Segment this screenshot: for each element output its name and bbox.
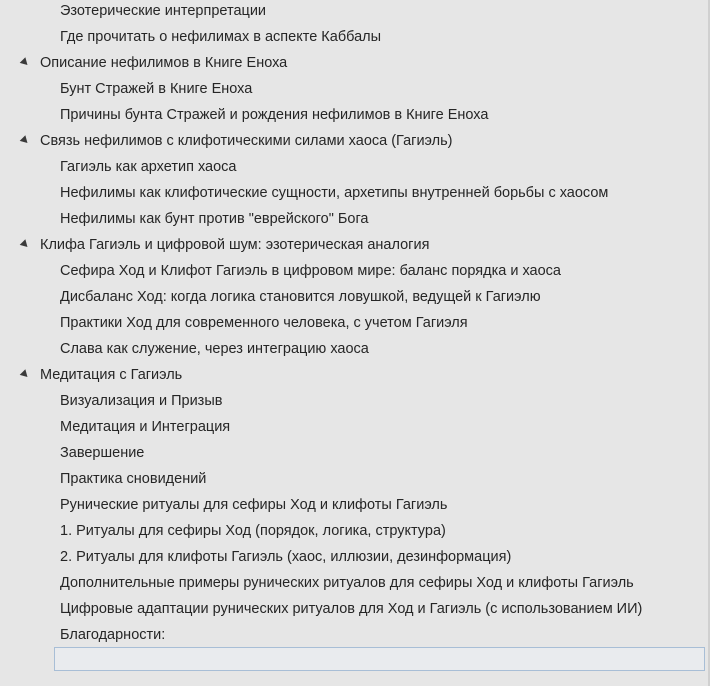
tree-item-label: Практика сновидений — [60, 471, 207, 487]
tree-item-label: 2. Ритуалы для клифоты Гагиэль (хаос, иллюзии, дезинформация) — [60, 549, 512, 565]
tree-item-label: 1. Ритуалы для сефиры Ход (порядок, логика, структура) — [60, 523, 446, 539]
tree-item[interactable] — [60, 284, 541, 310]
tree-item-label: Благодарности: — [60, 627, 166, 643]
tree-item-label: Бунт Стражей в Книге Еноха — [60, 81, 253, 97]
tree-item[interactable] — [60, 258, 561, 284]
tree-item-label: Дисбаланс Ход: когда логика становится ловушкой, ведущей к Гагиэлю — [60, 289, 541, 305]
tree-item[interactable] — [60, 310, 468, 336]
tree-item[interactable] — [60, 206, 368, 232]
tree-item-label: Завершение — [60, 445, 145, 461]
tree-item-label: Слава как служение, через интеграцию хаоса — [60, 341, 369, 357]
tree-item-label: Цифровые адаптации рунических ритуалов для Ход и Гагиэль (с использованием ИИ) — [60, 601, 643, 617]
tree-item[interactable] — [60, 414, 230, 440]
tree-item[interactable] — [60, 24, 381, 50]
tree-item-label: Нефилимы как бунт против "еврейского" Бога — [60, 211, 369, 227]
tree-item[interactable] — [60, 466, 206, 492]
tree-item[interactable] — [60, 76, 252, 102]
tree-item[interactable] — [60, 154, 237, 180]
tree-heading-label: Связь нефилимов с клифотическими силами хаоса (Гагиэль) — [40, 133, 453, 150]
tree-heading[interactable] — [18, 362, 182, 388]
tree-item-label: Дополнительные примеры рунических ритуалов для сефиры Ход и клифоты Гагиэль — [60, 575, 634, 591]
tree-heading[interactable] — [18, 50, 287, 76]
tree-heading[interactable] — [18, 128, 452, 154]
expanded-triangle-icon[interactable] — [20, 57, 31, 68]
tree-item[interactable] — [60, 570, 634, 596]
expanded-triangle-icon[interactable] — [20, 239, 31, 250]
tree-item-label: Визуализация и Призыв — [60, 393, 223, 409]
tree-item-label: Медитация и Интеграция — [60, 419, 231, 435]
tree-item-label: Где прочитать о нефилимах в аспекте Каббалы — [60, 29, 382, 45]
tree-item[interactable] — [60, 180, 608, 206]
tree-item[interactable] — [60, 440, 144, 466]
tree-heading[interactable] — [18, 232, 429, 258]
new-heading-input[interactable] — [54, 647, 705, 671]
tree-item[interactable] — [60, 102, 488, 128]
tree-item[interactable] — [60, 544, 511, 570]
tree-item[interactable] — [60, 336, 369, 362]
tree-item-label: Нефилимы как клифотические сущности, архетипы внутренней борьбы с хаосом — [60, 185, 609, 201]
tree-item[interactable] — [60, 0, 266, 24]
tree-heading-label: Описание нефилимов в Книге Еноха — [40, 55, 288, 72]
tree-heading-label: Медитация с Гагиэль — [40, 367, 183, 384]
tree-item[interactable] — [60, 518, 446, 544]
tree-item-label: Причины бунта Стражей и рождения нефилимов в Книге Еноха — [60, 107, 489, 123]
tree-item-label: Рунические ритуалы для сефиры Ход и клифоты Гагиэль — [60, 497, 448, 513]
tree-item-label: Практики Ход для современного человека, с учетом Гагиэля — [60, 315, 468, 331]
tree-item-label: Гагиэль как архетип хаоса — [60, 159, 237, 175]
tree-item[interactable] — [60, 492, 447, 518]
tree-item[interactable] — [60, 388, 222, 414]
tree-item-label: Сефира Ход и Клифот Гагиэль в цифровом мире: баланс порядка и хаоса — [60, 263, 562, 279]
expanded-triangle-icon[interactable] — [20, 369, 31, 380]
tree-heading-label: Клифа Гагиэль и цифровой шум: эзотерическая аналогия — [40, 237, 430, 254]
expanded-triangle-icon[interactable] — [20, 135, 31, 146]
tree-item[interactable] — [60, 596, 642, 622]
tree-item-label: Эзотерические интерпретации — [60, 3, 267, 19]
tree-item[interactable] — [60, 622, 165, 648]
